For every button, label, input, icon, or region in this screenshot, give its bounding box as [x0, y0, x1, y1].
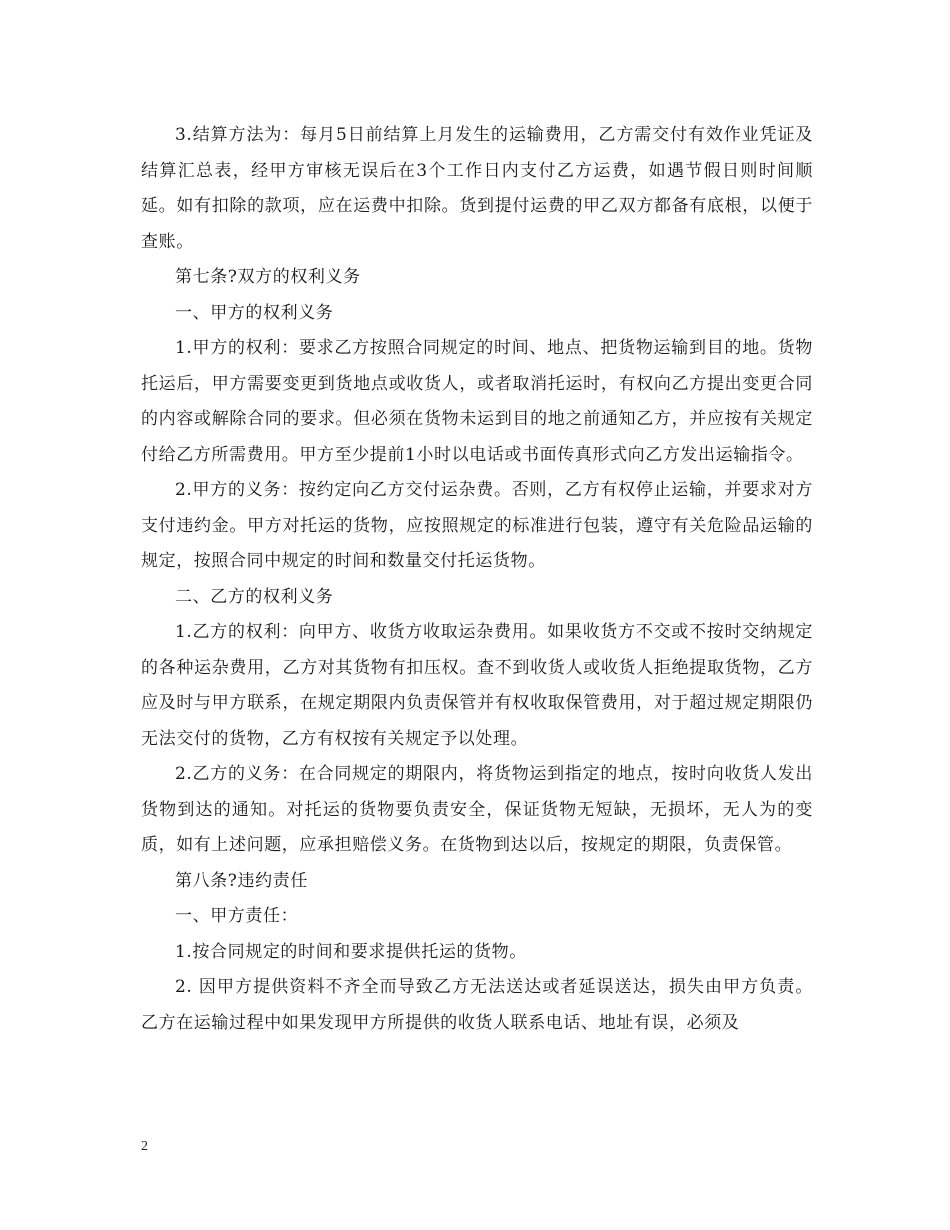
paragraph-party-a-obligations: 2.甲方的义务：按约定向乙方交付运杂费。否则，乙方有权停止运输，并要求对方支付违约金。甲方对托运的货物，应按照规定的标准进行包装，遵守有关危险品运输的规定，按照合同中规定的时间和数量交付托运货物。: [141, 480, 813, 571]
paragraph-liability-item-1: 1.按合同规定的时间和要求提供托运的货物。: [175, 941, 527, 962]
paragraph-settlement-method: 3.结算方法为：每月5日前结算上月发生的运输费用，乙方需交付有效作业凭证及结算汇总表，经甲方审核无误后在3个工作日内支付乙方运费，如遇节假日则时间顺延。如有扣除的款项，应在运费中扣除。货到提付运费的甲乙双方都备有底根，以便于查账。: [141, 125, 813, 252]
heading-article-7: 第七条?双方的权利义务: [175, 267, 361, 287]
page-number: 2: [141, 1139, 148, 1154]
document-body: [141, 118, 813, 1041]
heading-party-a-rights-obligations: 一、甲方的权利义务: [175, 302, 334, 323]
paragraph-party-a-rights: 1.甲方的权利：要求乙方按照合同规定的时间、地点、把货物运输到目的地。货物托运后，甲方需要变更到货地点或收货人，或者取消托运时，有权向乙方提出变更合同的内容或解除合同的要求。但必须在货物未运到目的地之前通知乙方，并应按有关规定付给乙方所需费用。甲方至少提前1小时以电话或书面传真形式向乙方发出运输指令。: [141, 338, 813, 465]
paragraph-party-b-rights: 1.乙方的权利：向甲方、收货方收取运杂费用。如果收货方不交或不按时交纳规定的各种运杂费用，乙方对其货物有扣压权。查不到收货人或收货人拒绝提取货物，乙方应及时与甲方联系，在规定期限内负责保管并有权收取保管费用，对于超过规定期限仍无法交付的货物，乙方有权按有关规定予以处理。: [141, 622, 813, 749]
heading-party-b-rights-obligations: 二、乙方的权利义务: [175, 586, 334, 607]
heading-party-a-liability: 一、甲方责任：: [175, 906, 299, 926]
paragraph-party-b-obligations: 2.乙方的义务：在合同规定的期限内，将货物运到指定的地点，按时向收货人发出货物到达的通知。对托运的货物要负责安全，保证货物无短缺，无损坏，无人为的变质，如有上述问题，应承担赔偿义务。在货物到达以后，按规定的期限，负责保管。: [141, 764, 813, 855]
heading-article-8: 第八条?违约责任: [175, 870, 308, 891]
paragraph-liability-item-2: 2. 因甲方提供资料不齐全而导致乙方无法送达或者延误送达，损失由甲方负责。乙方在运输过程中如果发现甲方所提供的收货人联系电话、地址有误，必须及: [141, 977, 813, 1033]
